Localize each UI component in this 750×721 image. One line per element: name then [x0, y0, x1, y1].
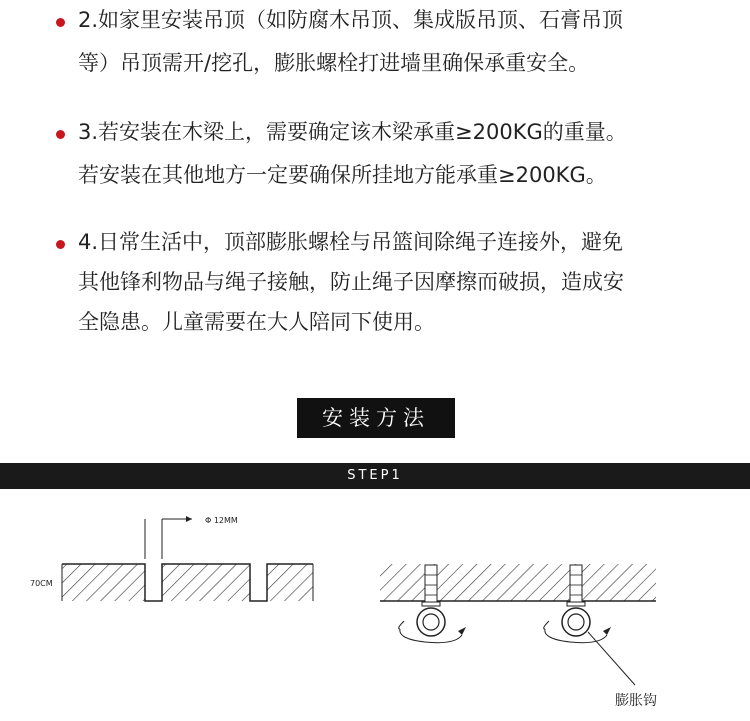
section-title: 安装方法: [297, 398, 455, 438]
drill-hole-marker: [145, 519, 192, 559]
note-line: 3.若安装在木梁上，需要确定该木梁承重≥200KG的重量。: [78, 120, 627, 144]
note-line: 若安装在其他地方一定要确保所挂地方能承重≥200KG。: [78, 163, 607, 187]
wall-section-right: [380, 564, 656, 601]
note-line: 4.日常生活中，顶部膨胀螺栓与吊篮间除绳子连接外，避免: [78, 230, 624, 254]
hook-label: 膨胀钩: [615, 693, 657, 709]
installation-diagram: [0, 489, 750, 721]
bullet-icon: [56, 18, 65, 27]
depth-label: 70CM: [30, 579, 53, 588]
note-line: 等）吊顶需开/挖孔，膨胀螺栓打进墙里确保承重安全。: [78, 51, 590, 75]
note-line: 全隐患。儿童需要在大人陪同下使用。: [78, 310, 435, 334]
hole-diameter-label: Φ 12MM: [205, 516, 238, 525]
bullet-icon: [56, 240, 65, 249]
bullet-icon: [56, 130, 65, 139]
note-line: 2.如家里安装吊顶（如防腐木吊顶、集成版吊顶、石膏吊顶: [78, 8, 624, 32]
wall-section-left: [62, 564, 313, 601]
note-line: 其他锋利物品与绳子接触，防止绳子因摩擦而破损，造成安: [78, 270, 624, 294]
step-bar: STEP1: [0, 463, 750, 489]
